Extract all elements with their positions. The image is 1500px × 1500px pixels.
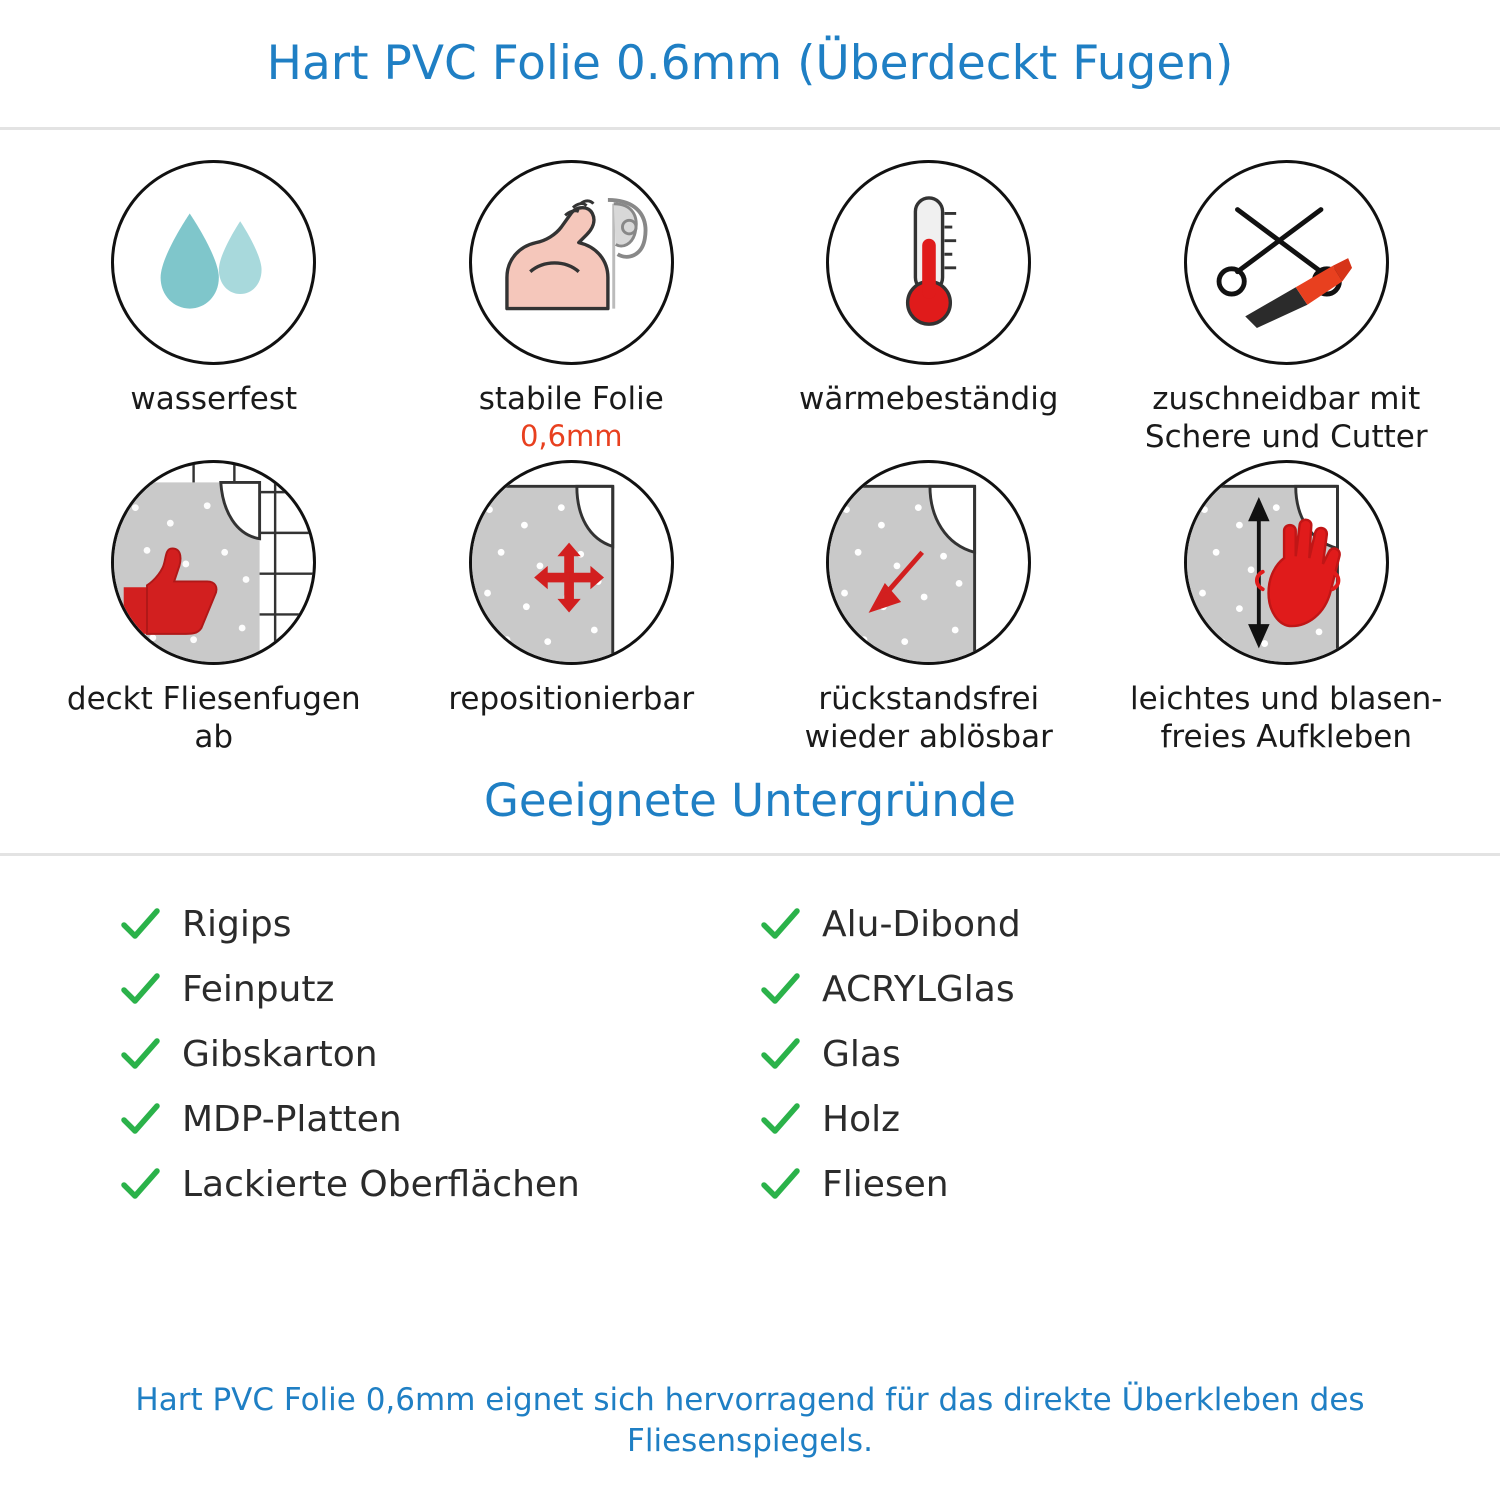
feature-item xyxy=(750,160,1108,460)
footer-note: Hart PVC Folie 0,6mm eignet sich hervorragend für das direkte Überkleben des Fliesenspiegels. xyxy=(135,1382,1365,1460)
flexing-arm-icon xyxy=(469,160,674,365)
header xyxy=(0,0,1500,130)
feature-item xyxy=(1108,160,1466,460)
feature-label: leichtes und blasen- freies Aufkleben xyxy=(1130,681,1443,755)
feature-label: zuschneidbar mit Schere und Cutter xyxy=(1144,381,1428,455)
check-icon xyxy=(760,970,800,1010)
surfaces-right-column xyxy=(760,896,1380,1213)
hand-smoothing-icon xyxy=(1184,460,1389,665)
feature-label: wärmebeständig xyxy=(799,381,1059,417)
list-item xyxy=(120,1156,740,1213)
feature-item xyxy=(35,460,393,760)
feature-label: deckt Fliesenfugen ab xyxy=(66,681,361,755)
thumbs-up-tiles-icon xyxy=(111,460,316,665)
list-item xyxy=(760,961,1380,1018)
list-item-label: Rigips xyxy=(182,904,292,945)
feature-label: stabile Folie xyxy=(478,381,664,417)
feature-item xyxy=(35,160,393,460)
feature-item xyxy=(750,460,1108,760)
check-icon xyxy=(120,1035,160,1075)
list-item xyxy=(760,1156,1380,1213)
list-item-label: MDP-Platten xyxy=(182,1099,402,1140)
feature-label: repositionierbar xyxy=(448,681,695,717)
scissors-cutter-icon xyxy=(1184,160,1389,365)
thermometer-icon xyxy=(826,160,1031,365)
four-arrows-icon xyxy=(469,460,674,665)
list-item xyxy=(760,1091,1380,1148)
section-title: Geeignete Untergründe xyxy=(0,774,1500,856)
check-icon xyxy=(120,905,160,945)
check-icon xyxy=(760,1165,800,1205)
check-icon xyxy=(760,1100,800,1140)
list-item xyxy=(760,1026,1380,1083)
surfaces-left-column xyxy=(120,896,740,1213)
list-item xyxy=(120,1091,740,1148)
suitable-surfaces-list xyxy=(0,856,1500,1213)
list-item-label: ACRYLGlas xyxy=(822,969,1015,1010)
check-icon xyxy=(760,905,800,945)
list-item-label: Feinputz xyxy=(182,969,335,1010)
check-icon xyxy=(760,1035,800,1075)
list-item-label: Lackierte Oberflächen xyxy=(182,1164,580,1205)
feature-label: rückstandsfrei wieder ablösbar xyxy=(804,681,1053,755)
list-item-label: Fliesen xyxy=(822,1164,949,1205)
feature-label: wasserfest xyxy=(130,381,298,417)
check-icon xyxy=(120,970,160,1010)
peel-arrow-icon xyxy=(826,460,1031,665)
list-item-label: Holz xyxy=(822,1099,900,1140)
feature-item xyxy=(1108,460,1466,760)
list-item-label: Glas xyxy=(822,1034,901,1075)
feature-grid xyxy=(0,130,1500,760)
list-item-label: Alu-Dibond xyxy=(822,904,1021,945)
list-item xyxy=(120,961,740,1018)
page-title: Hart PVC Folie 0.6mm (Überdeckt Fugen) xyxy=(266,36,1234,91)
check-icon xyxy=(120,1100,160,1140)
feature-sublabel: 0,6mm xyxy=(519,418,623,453)
water-drops-icon xyxy=(111,160,316,365)
list-item-label: Gibskarton xyxy=(182,1034,378,1075)
list-item xyxy=(760,896,1380,953)
list-item xyxy=(120,896,740,953)
feature-item xyxy=(393,460,751,760)
list-item xyxy=(120,1026,740,1083)
check-icon xyxy=(120,1165,160,1205)
feature-item xyxy=(393,160,751,460)
